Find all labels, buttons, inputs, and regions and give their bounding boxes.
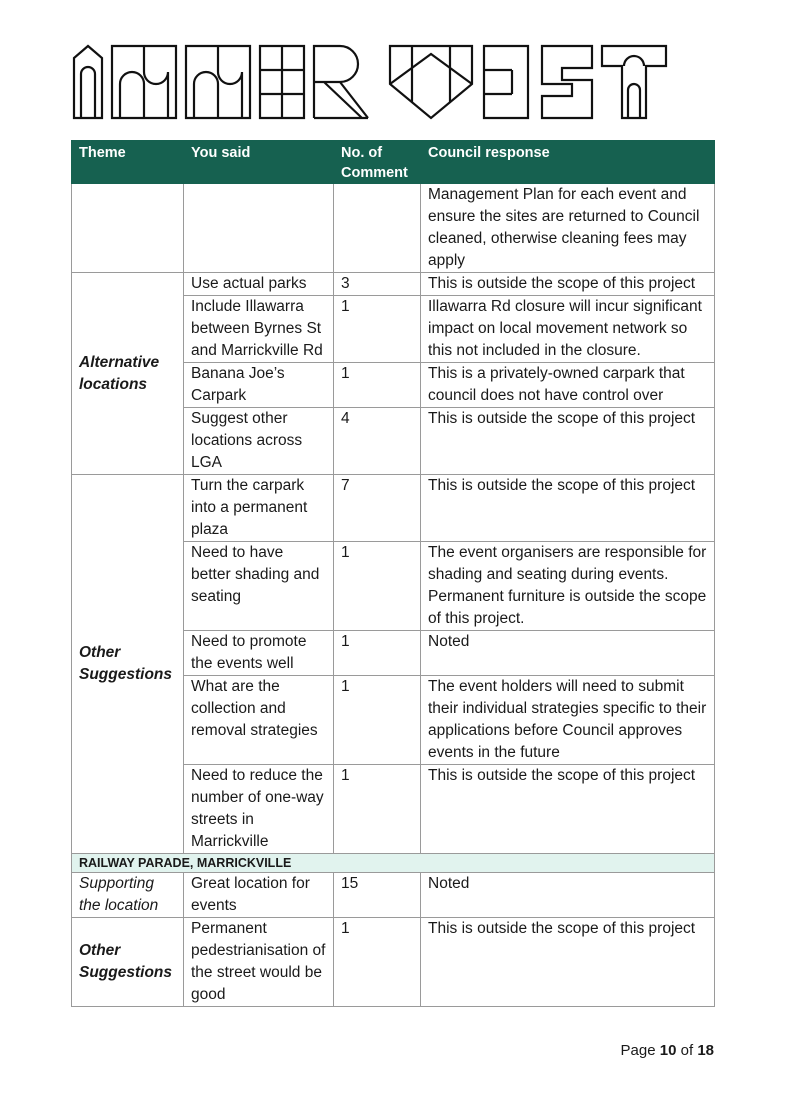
header-you-said: You said bbox=[184, 141, 334, 184]
said-cell: Turn the carpark into a permanent plaza bbox=[184, 475, 334, 542]
said-cell: Great location for events bbox=[184, 873, 334, 918]
page-of: of bbox=[680, 1042, 694, 1059]
theme-cell bbox=[72, 184, 184, 273]
response-cell: This is outside the scope of this project bbox=[421, 273, 715, 296]
count-cell: 7 bbox=[334, 475, 421, 542]
said-cell: Need to reduce the number of one-way streets in Marrickville bbox=[184, 765, 334, 854]
response-cell: The event holders will need to submit their individual strategies specific to their applications before Council approves events in the future bbox=[421, 676, 715, 765]
response-cell: Illawarra Rd closure will incur significant impact on local movement network so this not included in the closure. bbox=[421, 296, 715, 363]
said-cell: Need to have better shading and seating bbox=[184, 542, 334, 631]
page-total: 18 bbox=[697, 1042, 714, 1059]
theme-cell: Alternative locations bbox=[72, 273, 184, 475]
said-cell: Banana Joe’s Carpark bbox=[184, 363, 334, 408]
section-title: RAILWAY PARADE, MARRICKVILLE bbox=[72, 854, 715, 873]
response-cell: Management Plan for each event and ensure the sites are returned to Council cleaned, otherwise cleaning fees may apply bbox=[421, 184, 715, 273]
count-cell bbox=[334, 184, 421, 273]
count-cell: 1 bbox=[334, 631, 421, 676]
feedback-table bbox=[71, 140, 715, 1007]
response-cell: The event organisers are responsible for shading and seating during events. Permanent furniture is outside the scope of this project. bbox=[421, 542, 715, 631]
count-cell: 1 bbox=[334, 542, 421, 631]
response-cell: Noted bbox=[421, 873, 715, 918]
table-row bbox=[72, 873, 715, 918]
response-cell: This is outside the scope of this project bbox=[421, 918, 715, 1007]
said-cell bbox=[184, 184, 334, 273]
theme-cell: Other Suggestions bbox=[72, 918, 184, 1007]
response-cell: This is a privately-owned carpark that council does not have control over bbox=[421, 363, 715, 408]
said-cell: Suggest other locations across LGA bbox=[184, 408, 334, 475]
theme-cell: Other Suggestions bbox=[72, 475, 184, 854]
count-cell: 4 bbox=[334, 408, 421, 475]
count-cell: 1 bbox=[334, 765, 421, 854]
said-cell: What are the collection and removal strategies bbox=[184, 676, 334, 765]
table-row bbox=[72, 184, 715, 273]
count-cell: 1 bbox=[334, 363, 421, 408]
header-theme: Theme bbox=[72, 141, 184, 184]
said-cell: Permanent pedestrianisation of the street would be good bbox=[184, 918, 334, 1007]
table-header-row bbox=[72, 141, 715, 184]
response-cell: This is outside the scope of this project bbox=[421, 408, 715, 475]
header-comment-count: No. of Comment bbox=[334, 141, 421, 184]
response-cell: This is outside the scope of this project bbox=[421, 765, 715, 854]
page-prefix: Page bbox=[620, 1042, 656, 1059]
response-cell: Noted bbox=[421, 631, 715, 676]
said-cell: Use actual parks bbox=[184, 273, 334, 296]
page-current: 10 bbox=[659, 1042, 677, 1059]
table-row bbox=[72, 475, 715, 542]
count-cell: 3 bbox=[334, 273, 421, 296]
count-cell: 1 bbox=[334, 676, 421, 765]
count-cell: 1 bbox=[334, 296, 421, 363]
count-cell: 15 bbox=[334, 873, 421, 918]
section-row bbox=[72, 854, 715, 873]
inner-west-logo bbox=[72, 44, 668, 120]
said-cell: Need to promote the events well bbox=[184, 631, 334, 676]
count-cell: 1 bbox=[334, 918, 421, 1007]
said-cell: Include Illawarra between Byrnes St and Marrickville Rd bbox=[184, 296, 334, 363]
response-cell: This is outside the scope of this project bbox=[421, 475, 715, 542]
table-row bbox=[72, 918, 715, 1007]
theme-cell: Supporting the location bbox=[72, 873, 184, 918]
header-council-response: Council response bbox=[421, 141, 715, 184]
page-number bbox=[621, 1042, 714, 1059]
table-row bbox=[72, 273, 715, 296]
